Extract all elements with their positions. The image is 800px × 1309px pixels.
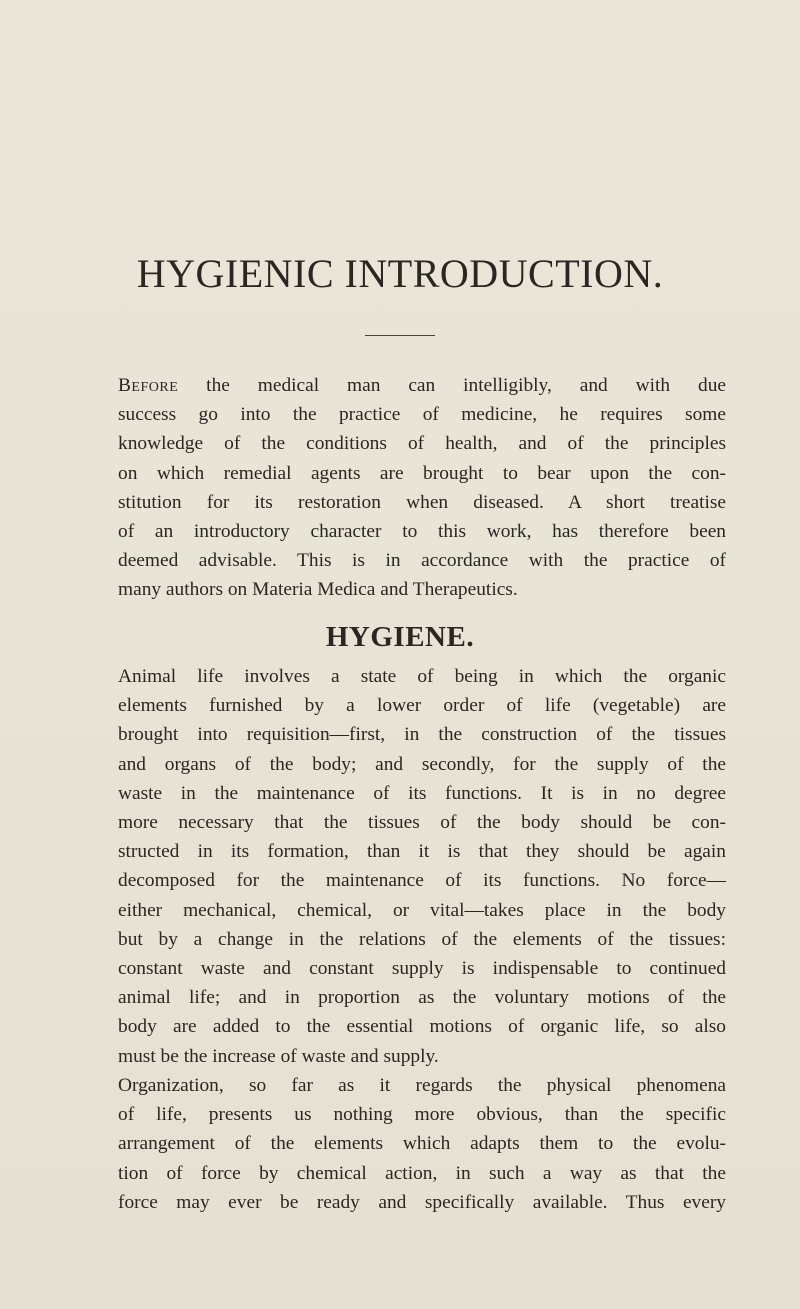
- organization-paragraph: Organization, so far as it regards the physical phenomena of life, presents us nothing more obvious, than the specific arrangement of the elements which adapts them to the evolu- tion of force by chemical action, in such a way as that the force may ever be ready and specifically available. Thus every: [118, 1075, 726, 1213]
- lead-word: Before: [118, 375, 179, 396]
- hygiene-paragraph: Animal life involves a state of being in which the organic elements furnished by a lower order of life (vegetable) are brought into requisition—first, in the construction of the tissues and organs of the body; and secondly, for the supply of the waste in the maintenance of its functions. It is in no degree more necessary that the tissues of the body should be con- structed in its formation, than it is that they should be again decomposed for the maintenance of its functions. No force— either mechanical, chemical, or vital—takes place in the body but by a change in the relations of the elements of the tissues: constant waste and constant supply is indispensable to continued animal life; and in proportion as the voluntary motions of the body are added to the essential motions of organic life, so also must be the increase of waste and supply.: [118, 666, 726, 1067]
- intro-paragraph: Before the medical man can intelligibly, and with due success go into the practice of medicine, he requires some knowledge of the conditions of health, and of the principles on which remedial agents are brought to bear upon the con- stitution for its restoration when diseased. A short treatise of an introductory character to this work, has therefore been deemed advisable. This is in accordance with the practice of many authors on Materia Medica and Therapeutics.: [118, 375, 726, 601]
- title-rule: [365, 335, 435, 336]
- page-title: HYGIENIC INTRODUCTION.: [136, 251, 664, 296]
- section-heading: HYGIENE.: [325, 621, 475, 653]
